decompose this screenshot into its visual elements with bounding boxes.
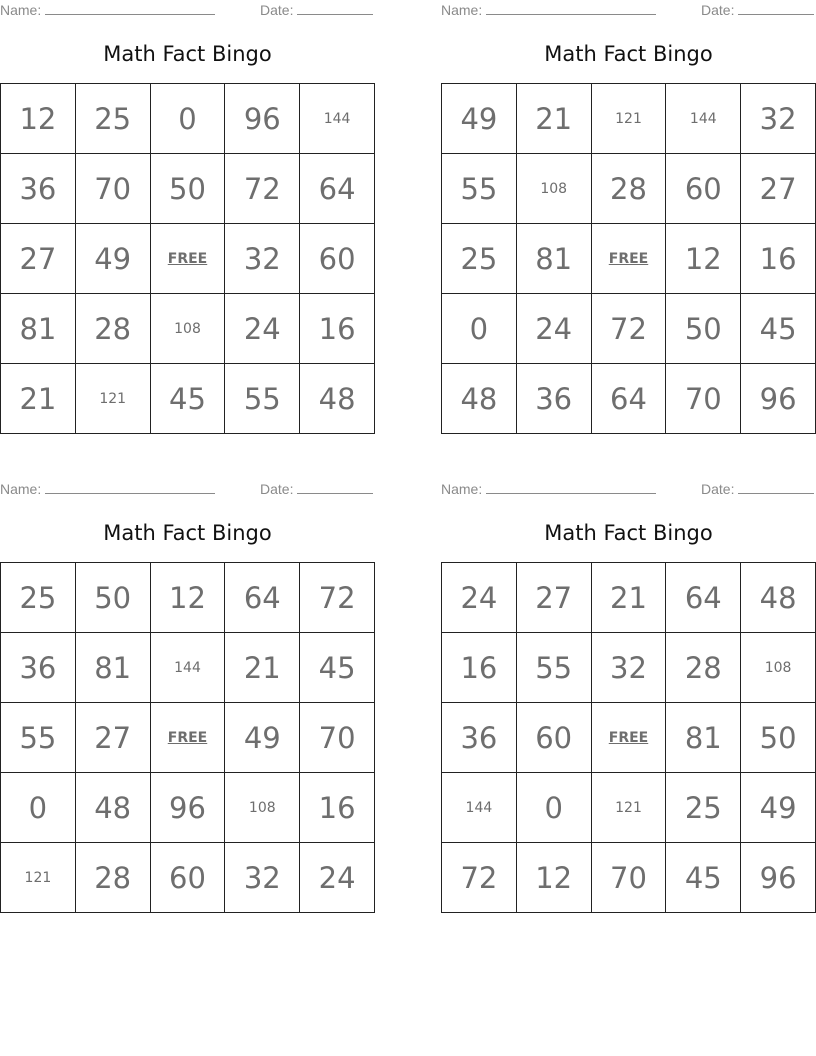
bingo-cell[interactable]: 21 bbox=[225, 633, 300, 703]
bingo-cell[interactable]: 32 bbox=[592, 633, 667, 703]
bingo-cell[interactable]: 72 bbox=[592, 294, 667, 364]
card-title: Math Fact Bingo bbox=[103, 521, 272, 545]
bingo-cell[interactable]: 55 bbox=[442, 154, 517, 224]
bingo-cell[interactable]: 60 bbox=[517, 703, 592, 773]
bingo-cell[interactable]: 0 bbox=[517, 773, 592, 843]
free-space-cell[interactable]: FREE bbox=[592, 224, 667, 294]
bingo-cell[interactable]: 25 bbox=[76, 84, 151, 154]
name-field[interactable] bbox=[441, 481, 656, 497]
bingo-cell[interactable]: 48 bbox=[76, 773, 151, 843]
bingo-cell[interactable]: 45 bbox=[666, 843, 741, 913]
bingo-cell[interactable]: 0 bbox=[151, 84, 226, 154]
date-blank bbox=[297, 2, 373, 15]
bingo-cell[interactable]: 12 bbox=[1, 84, 76, 154]
bingo-cell[interactable]: 72 bbox=[442, 843, 517, 913]
bingo-cell[interactable]: 121 bbox=[76, 364, 151, 434]
bingo-cell[interactable]: 60 bbox=[151, 843, 226, 913]
bingo-cell[interactable]: 108 bbox=[517, 154, 592, 224]
date-field[interactable] bbox=[260, 481, 373, 497]
bingo-cell[interactable]: 32 bbox=[225, 224, 300, 294]
bingo-cell[interactable]: 64 bbox=[592, 364, 667, 434]
name-blank bbox=[45, 2, 215, 15]
bingo-cell[interactable]: 21 bbox=[592, 563, 667, 633]
bingo-cell[interactable]: 144 bbox=[151, 633, 226, 703]
bingo-cell[interactable]: 16 bbox=[300, 773, 375, 843]
bingo-cell[interactable]: 27 bbox=[76, 703, 151, 773]
bingo-cell[interactable]: 144 bbox=[666, 84, 741, 154]
bingo-cell[interactable]: 72 bbox=[225, 154, 300, 224]
bingo-cell[interactable]: 25 bbox=[442, 224, 517, 294]
card-title: Math Fact Bingo bbox=[103, 42, 272, 66]
bingo-cell[interactable]: 21 bbox=[517, 84, 592, 154]
bingo-grid bbox=[441, 562, 816, 913]
bingo-grid bbox=[0, 83, 375, 434]
bingo-cell[interactable]: 144 bbox=[442, 773, 517, 843]
bingo-cell[interactable]: 27 bbox=[741, 154, 816, 224]
bingo-cell[interactable]: 121 bbox=[1, 843, 76, 913]
name-field[interactable] bbox=[0, 481, 215, 497]
bingo-cell[interactable]: 72 bbox=[300, 563, 375, 633]
bingo-cell[interactable]: 55 bbox=[225, 364, 300, 434]
bingo-cell[interactable]: 25 bbox=[666, 773, 741, 843]
name-date-line bbox=[0, 2, 376, 20]
bingo-cell[interactable]: 24 bbox=[517, 294, 592, 364]
bingo-cell[interactable]: 50 bbox=[76, 563, 151, 633]
bingo-cell[interactable]: 24 bbox=[442, 563, 517, 633]
name-blank bbox=[486, 2, 656, 15]
bingo-card-2 bbox=[441, 0, 816, 435]
bingo-cell[interactable]: 36 bbox=[517, 364, 592, 434]
date-label: Date: bbox=[260, 2, 294, 18]
bingo-cell[interactable]: 32 bbox=[741, 84, 816, 154]
bingo-cell[interactable]: 49 bbox=[741, 773, 816, 843]
card-title: Math Fact Bingo bbox=[544, 42, 713, 66]
bingo-cell[interactable]: 96 bbox=[741, 843, 816, 913]
date-label: Date: bbox=[701, 2, 735, 18]
bingo-cell[interactable]: 70 bbox=[300, 703, 375, 773]
bingo-cell[interactable]: 50 bbox=[666, 294, 741, 364]
name-blank bbox=[45, 481, 215, 494]
bingo-cell[interactable]: 45 bbox=[300, 633, 375, 703]
bingo-cell[interactable]: 70 bbox=[666, 364, 741, 434]
bingo-cell[interactable]: 64 bbox=[225, 563, 300, 633]
name-field[interactable] bbox=[441, 2, 656, 18]
bingo-cell[interactable]: 28 bbox=[76, 843, 151, 913]
date-blank bbox=[297, 481, 373, 494]
date-field[interactable] bbox=[260, 2, 373, 18]
bingo-cell[interactable]: 27 bbox=[1, 224, 76, 294]
bingo-cell[interactable]: 81 bbox=[1, 294, 76, 364]
bingo-cell[interactable]: 70 bbox=[592, 843, 667, 913]
bingo-cell[interactable]: 16 bbox=[741, 224, 816, 294]
name-label: Name: bbox=[0, 2, 42, 18]
bingo-cell[interactable]: 108 bbox=[151, 294, 226, 364]
bingo-cell[interactable]: 144 bbox=[300, 84, 375, 154]
bingo-cell[interactable]: 96 bbox=[225, 84, 300, 154]
bingo-cell[interactable]: 0 bbox=[1, 773, 76, 843]
date-label: Date: bbox=[701, 481, 735, 497]
bingo-cell[interactable]: 12 bbox=[151, 563, 226, 633]
bingo-cell[interactable]: 36 bbox=[1, 633, 76, 703]
bingo-cell[interactable]: 27 bbox=[517, 563, 592, 633]
bingo-cell[interactable]: 64 bbox=[666, 563, 741, 633]
bingo-cell[interactable]: 16 bbox=[300, 294, 375, 364]
bingo-cell[interactable]: 50 bbox=[741, 703, 816, 773]
bingo-cell[interactable]: 0 bbox=[442, 294, 517, 364]
bingo-cell[interactable]: 60 bbox=[300, 224, 375, 294]
name-label: Name: bbox=[441, 481, 483, 497]
bingo-cell[interactable]: 50 bbox=[151, 154, 226, 224]
bingo-cell[interactable]: 70 bbox=[76, 154, 151, 224]
date-field[interactable] bbox=[701, 2, 814, 18]
bingo-cell[interactable]: 36 bbox=[1, 154, 76, 224]
bingo-cell[interactable]: 49 bbox=[76, 224, 151, 294]
bingo-cell[interactable]: 81 bbox=[517, 224, 592, 294]
card-title: Math Fact Bingo bbox=[544, 521, 713, 545]
bingo-card-1 bbox=[0, 0, 376, 435]
bingo-cell[interactable]: 49 bbox=[225, 703, 300, 773]
bingo-cell[interactable]: 121 bbox=[592, 84, 667, 154]
bingo-cell[interactable]: 55 bbox=[517, 633, 592, 703]
bingo-cell[interactable]: 45 bbox=[741, 294, 816, 364]
bingo-cell[interactable]: 32 bbox=[225, 843, 300, 913]
date-blank bbox=[738, 481, 814, 494]
bingo-cell[interactable]: 28 bbox=[76, 294, 151, 364]
bingo-cell[interactable]: 12 bbox=[517, 843, 592, 913]
name-date-line bbox=[441, 2, 816, 20]
name-date-line bbox=[441, 481, 816, 499]
bingo-cell[interactable]: 36 bbox=[442, 703, 517, 773]
bingo-cell[interactable]: 60 bbox=[666, 154, 741, 224]
bingo-cell[interactable]: 21 bbox=[1, 364, 76, 434]
bingo-cell[interactable]: 81 bbox=[76, 633, 151, 703]
bingo-cell[interactable]: 49 bbox=[442, 84, 517, 154]
bingo-cell[interactable]: 64 bbox=[300, 154, 375, 224]
bingo-cell[interactable]: 121 bbox=[592, 773, 667, 843]
bingo-cell[interactable]: 55 bbox=[1, 703, 76, 773]
bingo-cell[interactable]: 24 bbox=[225, 294, 300, 364]
bingo-grid bbox=[0, 562, 375, 913]
bingo-cell[interactable]: 28 bbox=[592, 154, 667, 224]
date-blank bbox=[738, 2, 814, 15]
date-field[interactable] bbox=[701, 481, 814, 497]
name-label: Name: bbox=[0, 481, 42, 497]
name-label: Name: bbox=[441, 2, 483, 18]
free-space-cell[interactable]: FREE bbox=[151, 703, 226, 773]
bingo-cell[interactable]: 12 bbox=[666, 224, 741, 294]
name-date-line bbox=[0, 481, 376, 499]
bingo-cell[interactable]: 81 bbox=[666, 703, 741, 773]
name-field[interactable] bbox=[0, 2, 215, 18]
bingo-cell[interactable]: 48 bbox=[300, 364, 375, 434]
bingo-cell[interactable]: 16 bbox=[442, 633, 517, 703]
bingo-cell[interactable]: 25 bbox=[1, 563, 76, 633]
date-label: Date: bbox=[260, 481, 294, 497]
free-space-cell[interactable]: FREE bbox=[151, 224, 226, 294]
bingo-cell[interactable]: 48 bbox=[741, 563, 816, 633]
bingo-cell[interactable]: 108 bbox=[741, 633, 816, 703]
bingo-card-4 bbox=[441, 479, 816, 914]
bingo-cell[interactable]: 45 bbox=[151, 364, 226, 434]
bingo-cell[interactable]: 108 bbox=[225, 773, 300, 843]
bingo-card-3 bbox=[0, 479, 376, 914]
bingo-grid bbox=[441, 83, 816, 434]
name-blank bbox=[486, 481, 656, 494]
bingo-cell[interactable]: 48 bbox=[442, 364, 517, 434]
bingo-cell[interactable]: 96 bbox=[741, 364, 816, 434]
bingo-cell[interactable]: 96 bbox=[151, 773, 226, 843]
bingo-cell[interactable]: 24 bbox=[300, 843, 375, 913]
bingo-cell[interactable]: 28 bbox=[666, 633, 741, 703]
free-space-cell[interactable]: FREE bbox=[592, 703, 667, 773]
